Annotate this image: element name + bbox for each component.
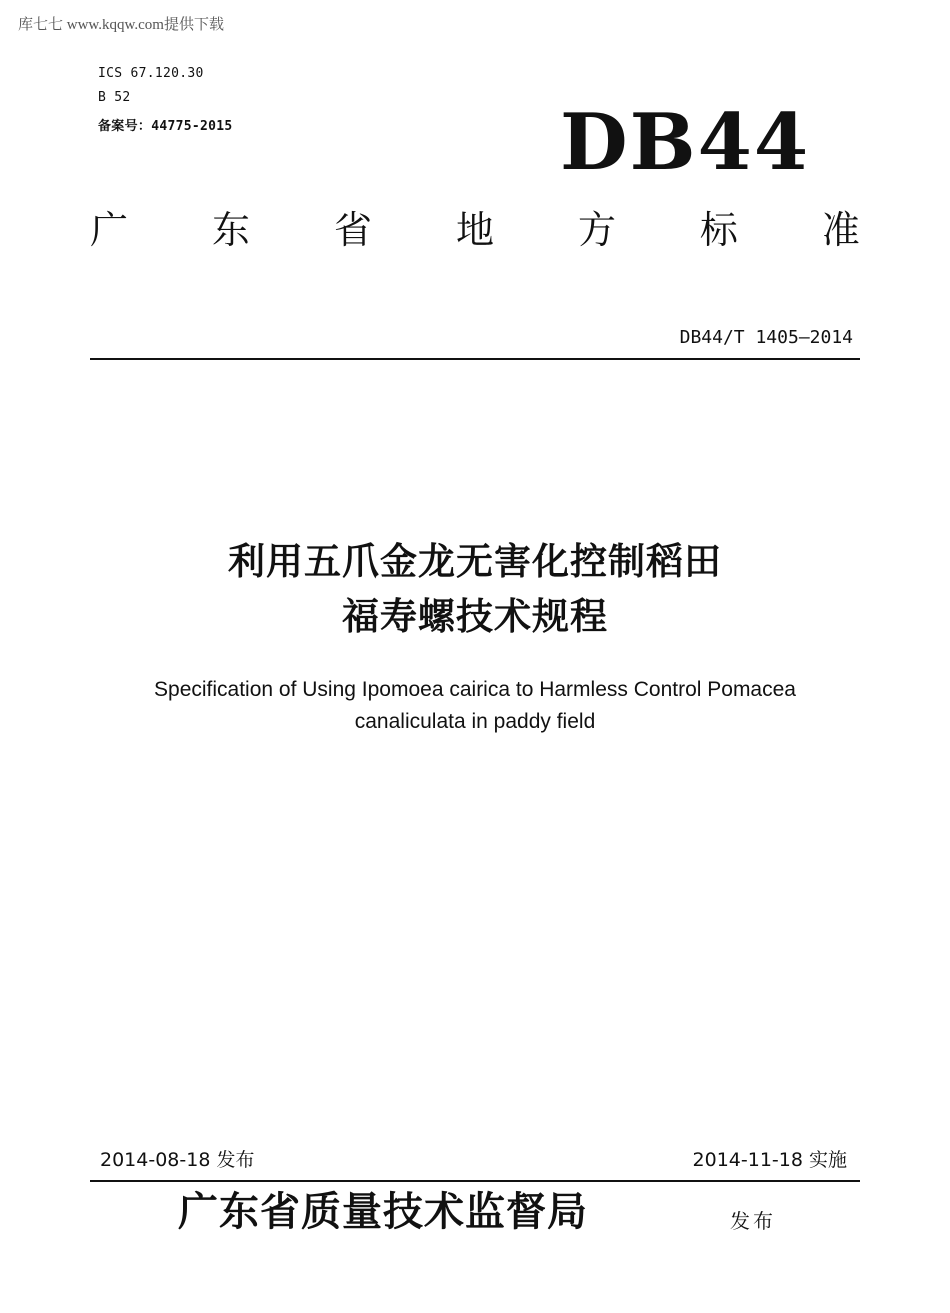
standard-type-char: 标 — [699, 208, 738, 252]
issue-date: 2014-08-18 发布 — [100, 1149, 255, 1171]
standard-type-char: 方 — [577, 208, 616, 252]
standard-type-char: 准 — [821, 208, 860, 252]
standard-code: DB44 — [560, 97, 811, 188]
filing-number: 备案号：44775-2015 — [98, 119, 233, 134]
ics-code: ICS 67.120.30 — [98, 66, 204, 81]
standard-type — [90, 208, 860, 254]
top-divider — [90, 358, 860, 360]
standard-number: DB44/T 1405—2014 — [679, 327, 853, 348]
issuer-action: 发布 — [730, 1209, 776, 1233]
title-cn-line1: 利用五爪金龙无害化控制稻田 — [228, 540, 722, 583]
title-cn-line2: 福寿螺技术规程 — [342, 595, 608, 638]
standard-type-char: 东 — [211, 208, 250, 252]
effective-date: 2014-11-18 实施 — [692, 1149, 847, 1171]
title-en-line2: canaliculata in paddy field — [354, 710, 596, 733]
bottom-divider — [90, 1180, 860, 1182]
standard-type-char: 地 — [455, 208, 494, 252]
ccs-code: B 52 — [98, 90, 131, 105]
standard-type-char: 省 — [333, 208, 372, 252]
watermark-text: 库七七 www.kqqw.com提供下载 — [18, 17, 224, 33]
standard-type-char: 广 — [90, 208, 129, 252]
title-en-line1: Specification of Using Ipomoea cairica to Harmless Control Pomacea — [154, 678, 796, 701]
issuer-name: 广东省质量技术监督局 — [178, 1188, 588, 1235]
